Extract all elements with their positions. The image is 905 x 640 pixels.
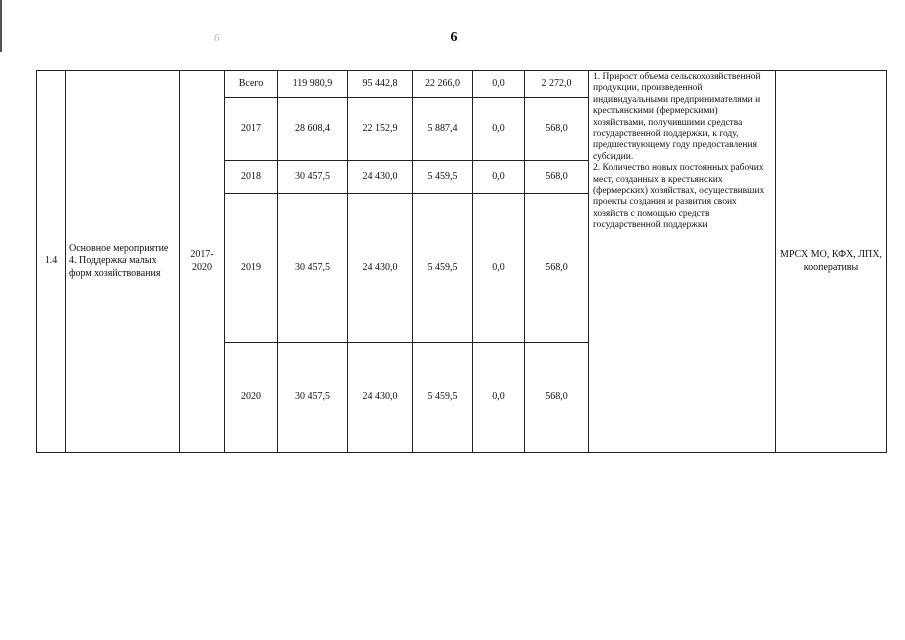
activity-name: Основное мероприятие 4. Поддержка малых форм хозяйствования bbox=[66, 71, 180, 453]
amount-cell: 568,0 bbox=[525, 194, 589, 343]
amount-cell: 568,0 bbox=[525, 98, 589, 161]
amount-cell: 0,0 bbox=[473, 71, 525, 98]
amount-cell: 0,0 bbox=[473, 343, 525, 453]
year-cell: 2020 bbox=[225, 343, 278, 453]
amount-cell: 0,0 bbox=[473, 98, 525, 161]
total-cell: 30 457,5 bbox=[278, 161, 348, 194]
year-cell: 2019 bbox=[225, 194, 278, 343]
amount-cell: 0,0 bbox=[473, 161, 525, 194]
amount-cell: 568,0 bbox=[525, 161, 589, 194]
row-number: 1.4 bbox=[37, 71, 66, 453]
executors-cell: МРСХ МО, КФХ, ЛПХ, кооперативы bbox=[776, 71, 887, 453]
amount-cell: 22 152,9 bbox=[348, 98, 413, 161]
amount-cell: 568,0 bbox=[525, 343, 589, 453]
total-cell: 30 457,5 bbox=[278, 343, 348, 453]
amount-cell: 5 459,5 bbox=[413, 343, 473, 453]
total-cell: 30 457,5 bbox=[278, 194, 348, 343]
amount-cell: 22 266,0 bbox=[413, 71, 473, 98]
amount-cell: 24 430,0 bbox=[348, 343, 413, 453]
expected-results bbox=[589, 71, 776, 453]
page-number: 6 bbox=[450, 30, 458, 45]
amount-cell: 5 459,5 bbox=[413, 194, 473, 343]
amount-cell: 5 887,4 bbox=[413, 98, 473, 161]
year-cell: 2017 bbox=[225, 98, 278, 161]
amount-cell: 24 430,0 bbox=[348, 194, 413, 343]
year-cell: 2018 bbox=[225, 161, 278, 194]
table-row bbox=[37, 71, 887, 98]
result-item: 1. Прирост объема сельскохозяйственной продукции, произведенной индивидуальными предпринимателями и крестьянскими (фермерскими) хозяйствами, получившими средства государственной поддержки, к году, предшествующему году предоставления субсидии. bbox=[593, 72, 761, 162]
amount-cell: 2 272,0 bbox=[525, 71, 589, 98]
result-item: 2. Количество новых постоянных рабочих мест, созданных в крестьянских (фермерских) хозяйствах, осуществивших проекты создания и развития своих хозяйств с помощью средств государственной поддержки bbox=[593, 163, 765, 231]
faint-page-mark: 6 bbox=[214, 32, 220, 44]
period-cell: 2017-2020 bbox=[180, 71, 225, 453]
amount-cell: 24 430,0 bbox=[348, 161, 413, 194]
amount-cell: 0,0 bbox=[473, 194, 525, 343]
total-cell: 28 608,4 bbox=[278, 98, 348, 161]
program-table bbox=[36, 70, 887, 453]
amount-cell: 95 442,8 bbox=[348, 71, 413, 98]
amount-cell: 5 459,5 bbox=[413, 161, 473, 194]
scan-edge-line bbox=[0, 0, 2, 52]
total-cell: 119 980,9 bbox=[278, 71, 348, 98]
year-cell: Всего bbox=[225, 71, 278, 98]
